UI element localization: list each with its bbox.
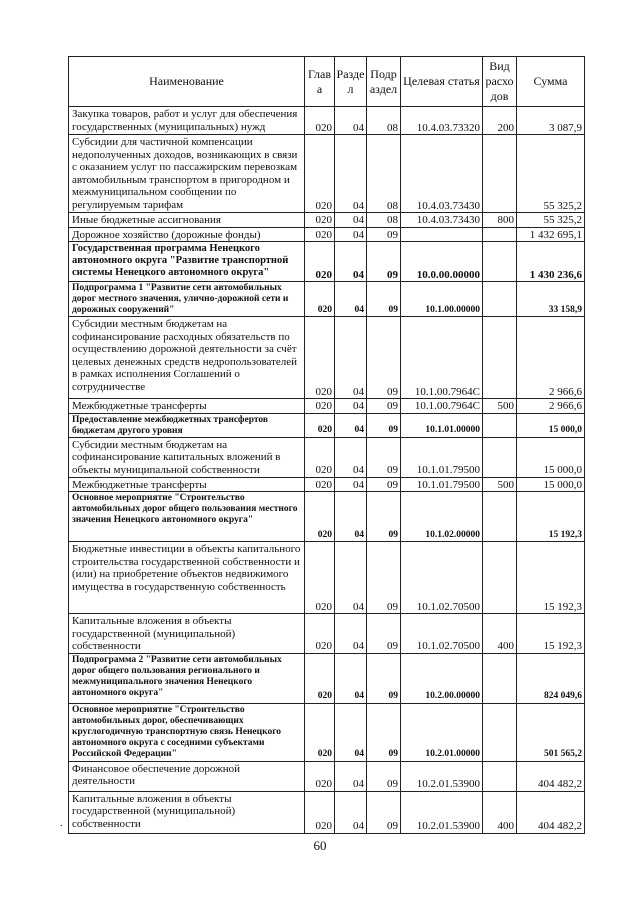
row-target: 10.1.00.7964С (401, 317, 483, 399)
row-razdel: 04 (335, 614, 367, 654)
row-target: 10.1.00.00000 (401, 282, 483, 317)
row-sum: 55 325,2 (517, 135, 585, 213)
row-sum: 501 565,2 (517, 703, 585, 761)
row-razdel: 04 (335, 282, 367, 317)
row-glava: 020 (305, 703, 335, 761)
row-vid (483, 492, 517, 542)
row-name: Государственная программа Ненецкого автономного округа "Развитие транспортной системы Ненецкого автономного округа" (69, 242, 305, 282)
header-row (69, 57, 585, 107)
row-sum: 3 087,9 (517, 107, 585, 135)
header-target: Целевая статья (401, 57, 483, 107)
row-vid (483, 542, 517, 614)
table-row (69, 213, 585, 228)
row-glava: 020 (305, 761, 335, 791)
row-name: Межбюджетные трансферты (69, 399, 305, 414)
row-vid (483, 242, 517, 282)
table-row (69, 542, 585, 614)
row-razdel: 04 (335, 653, 367, 703)
row-name: Подпрограмма 1 "Развитие сети автомобильных дорог местного значения, улично-дорожной сети и дорожных сооружений" (69, 282, 305, 317)
row-glava: 020 (305, 282, 335, 317)
row-glava: 020 (305, 542, 335, 614)
row-podrazdel: 08 (367, 135, 401, 213)
row-podrazdel: 09 (367, 399, 401, 414)
row-podrazdel: 09 (367, 614, 401, 654)
row-razdel: 04 (335, 703, 367, 761)
row-vid (483, 227, 517, 242)
table-row (69, 413, 585, 437)
table-row (69, 135, 585, 213)
row-razdel: 04 (335, 242, 367, 282)
table-row (69, 242, 585, 282)
row-razdel: 04 (335, 107, 367, 135)
row-target: 10.1.02.70500 (401, 614, 483, 654)
table-row (69, 791, 585, 833)
row-target: 10.0.00.00000 (401, 242, 483, 282)
row-podrazdel: 09 (367, 242, 401, 282)
row-vid (483, 437, 517, 477)
header-podrazdel: Подр аздел (367, 57, 401, 107)
row-sum: 2 966,6 (517, 317, 585, 399)
row-target: 10.1.00.7964С (401, 399, 483, 414)
row-glava: 020 (305, 477, 335, 492)
row-name: Дорожное хозяйство (дорожные фонды) (69, 227, 305, 242)
table-row (69, 227, 585, 242)
row-sum: 404 482,2 (517, 791, 585, 833)
row-podrazdel: 09 (367, 317, 401, 399)
row-name: Субсидии местным бюджетам на софинансирование расходных обязательств по осуществлению дорожной деятельности за счёт целевых денежных средств недропользователей в рамках исполнения Соглашений о сотрудничестве (69, 317, 305, 399)
table-row (69, 761, 585, 791)
row-sum: 55 325,2 (517, 213, 585, 228)
row-sum: 824 049,6 (517, 653, 585, 703)
row-razdel: 04 (335, 791, 367, 833)
row-name: Межбюджетные трансферты (69, 477, 305, 492)
table-row (69, 653, 585, 703)
row-podrazdel: 09 (367, 542, 401, 614)
header-razdel: Разде л (335, 57, 367, 107)
row-razdel: 04 (335, 317, 367, 399)
row-vid (483, 703, 517, 761)
row-glava: 020 (305, 242, 335, 282)
row-target: 10.1.01.79500 (401, 437, 483, 477)
row-sum: 1 432 695,1 (517, 227, 585, 242)
row-name: Иные бюджетные ассигнования (69, 213, 305, 228)
row-vid: 800 (483, 213, 517, 228)
row-vid: 400 (483, 614, 517, 654)
table-row (69, 492, 585, 542)
row-glava: 020 (305, 227, 335, 242)
row-podrazdel: 08 (367, 213, 401, 228)
row-sum: 33 158,9 (517, 282, 585, 317)
row-vid (483, 282, 517, 317)
row-podrazdel: 09 (367, 761, 401, 791)
row-razdel: 04 (335, 437, 367, 477)
row-target: 10.2.01.53900 (401, 761, 483, 791)
row-glava: 020 (305, 317, 335, 399)
row-target: 10.2.01.53900 (401, 791, 483, 833)
row-target (401, 227, 483, 242)
row-podrazdel: 09 (367, 703, 401, 761)
row-target: 10.4.03.73430 (401, 213, 483, 228)
row-target: 10.4.03.73320 (401, 107, 483, 135)
row-glava: 020 (305, 437, 335, 477)
row-name: Капитальные вложения в объекты государственной (муниципальной) собственности (69, 791, 305, 833)
row-glava: 020 (305, 399, 335, 414)
row-name: Закупка товаров, работ и услуг для обеспечения государственных (муниципальных) нужд (69, 107, 305, 135)
row-name: Основное мероприятие "Строительство автомобильных дорог общего пользования местного значения Ненецкого автономного округа" (69, 492, 305, 542)
row-glava: 020 (305, 653, 335, 703)
row-razdel: 04 (335, 213, 367, 228)
row-target: 10.1.02.70500 (401, 542, 483, 614)
row-target: 10.1.02.00000 (401, 492, 483, 542)
table-row (69, 614, 585, 654)
row-podrazdel: 09 (367, 437, 401, 477)
row-sum: 15 000,0 (517, 477, 585, 492)
row-podrazdel: 09 (367, 653, 401, 703)
row-target: 10.1.01.00000 (401, 413, 483, 437)
header-glava: Глав а (305, 57, 335, 107)
row-razdel: 04 (335, 227, 367, 242)
row-podrazdel: 09 (367, 791, 401, 833)
row-podrazdel: 09 (367, 477, 401, 492)
table-row (69, 282, 585, 317)
row-vid (483, 413, 517, 437)
row-vid (483, 653, 517, 703)
row-podrazdel: 09 (367, 413, 401, 437)
row-target: 10.2.01.00000 (401, 703, 483, 761)
row-vid: 200 (483, 107, 517, 135)
corner-mark: . (60, 818, 63, 829)
row-name: Бюджетные инвестиции в объекты капитального строительства государственной собственности и (или) на приобретение объектов недвижимого имущества в государственную собственность (69, 542, 305, 614)
header-name: Наименование (69, 57, 305, 107)
row-glava: 020 (305, 614, 335, 654)
row-vid: 500 (483, 477, 517, 492)
row-sum: 15 192,3 (517, 614, 585, 654)
row-vid: 400 (483, 791, 517, 833)
row-vid (483, 761, 517, 791)
row-sum: 1 430 236,6 (517, 242, 585, 282)
row-podrazdel: 08 (367, 107, 401, 135)
row-glava: 020 (305, 135, 335, 213)
row-vid (483, 317, 517, 399)
row-razdel: 04 (335, 477, 367, 492)
row-razdel: 04 (335, 399, 367, 414)
row-vid (483, 135, 517, 213)
row-name: Финансовое обеспечение дорожной деятельности (69, 761, 305, 791)
header-vid: Вид расхо дов (483, 57, 517, 107)
row-razdel: 04 (335, 135, 367, 213)
row-glava: 020 (305, 213, 335, 228)
row-razdel: 04 (335, 542, 367, 614)
row-name: Подпрограмма 2 "Развитие сети автомобильных дорог общего пользования регионального и межмуниципального значения Ненецкого автономного округа" (69, 653, 305, 703)
row-name: Основное мероприятие "Строительство автомобильных дорог, обеспечивающих круглогодичную транспортную связь Ненецкого автономного округа с соседними субъектами Российской Федерации" (69, 703, 305, 761)
row-podrazdel: 09 (367, 282, 401, 317)
row-sum: 15 192,3 (517, 542, 585, 614)
row-name: Субсидии для частичной компенсации недополученных доходов, возникающих в связи с оказанием услуг по пассажирским перевозкам автомобильным транспортом в пригородном и межмуниципальном сообщении по регулируемым тарифам (69, 135, 305, 213)
table-row (69, 317, 585, 399)
row-name: Субсидии местным бюджетам на софинансирование капитальных вложений в объекты муниципальной собственности (69, 437, 305, 477)
row-glava: 020 (305, 107, 335, 135)
table-row (69, 107, 585, 135)
row-sum: 404 482,2 (517, 761, 585, 791)
row-target: 10.2.00.00000 (401, 653, 483, 703)
header-sum: Сумма (517, 57, 585, 107)
row-sum: 15 192,3 (517, 492, 585, 542)
table-row (69, 703, 585, 761)
row-target: 10.4.03.73430 (401, 135, 483, 213)
row-razdel: 04 (335, 761, 367, 791)
row-name: Капитальные вложения в объекты государственной (муниципальной) собственности (69, 614, 305, 654)
row-sum: 2 966,6 (517, 399, 585, 414)
row-razdel: 04 (335, 413, 367, 437)
row-podrazdel: 09 (367, 227, 401, 242)
row-razdel: 04 (335, 492, 367, 542)
table-row (69, 477, 585, 492)
row-podrazdel: 09 (367, 492, 401, 542)
table-row (69, 437, 585, 477)
row-target: 10.1.01.79500 (401, 477, 483, 492)
row-glava: 020 (305, 791, 335, 833)
row-sum: 15 000,0 (517, 413, 585, 437)
row-sum: 15 000,0 (517, 437, 585, 477)
row-glava: 020 (305, 413, 335, 437)
row-glava: 020 (305, 492, 335, 542)
table-row (69, 399, 585, 414)
budget-table (68, 56, 585, 834)
page-number: 60 (313, 838, 327, 853)
row-name: Предоставление межбюджетных трансфертов бюджетам другого уровня (69, 413, 305, 437)
row-vid: 500 (483, 399, 517, 414)
